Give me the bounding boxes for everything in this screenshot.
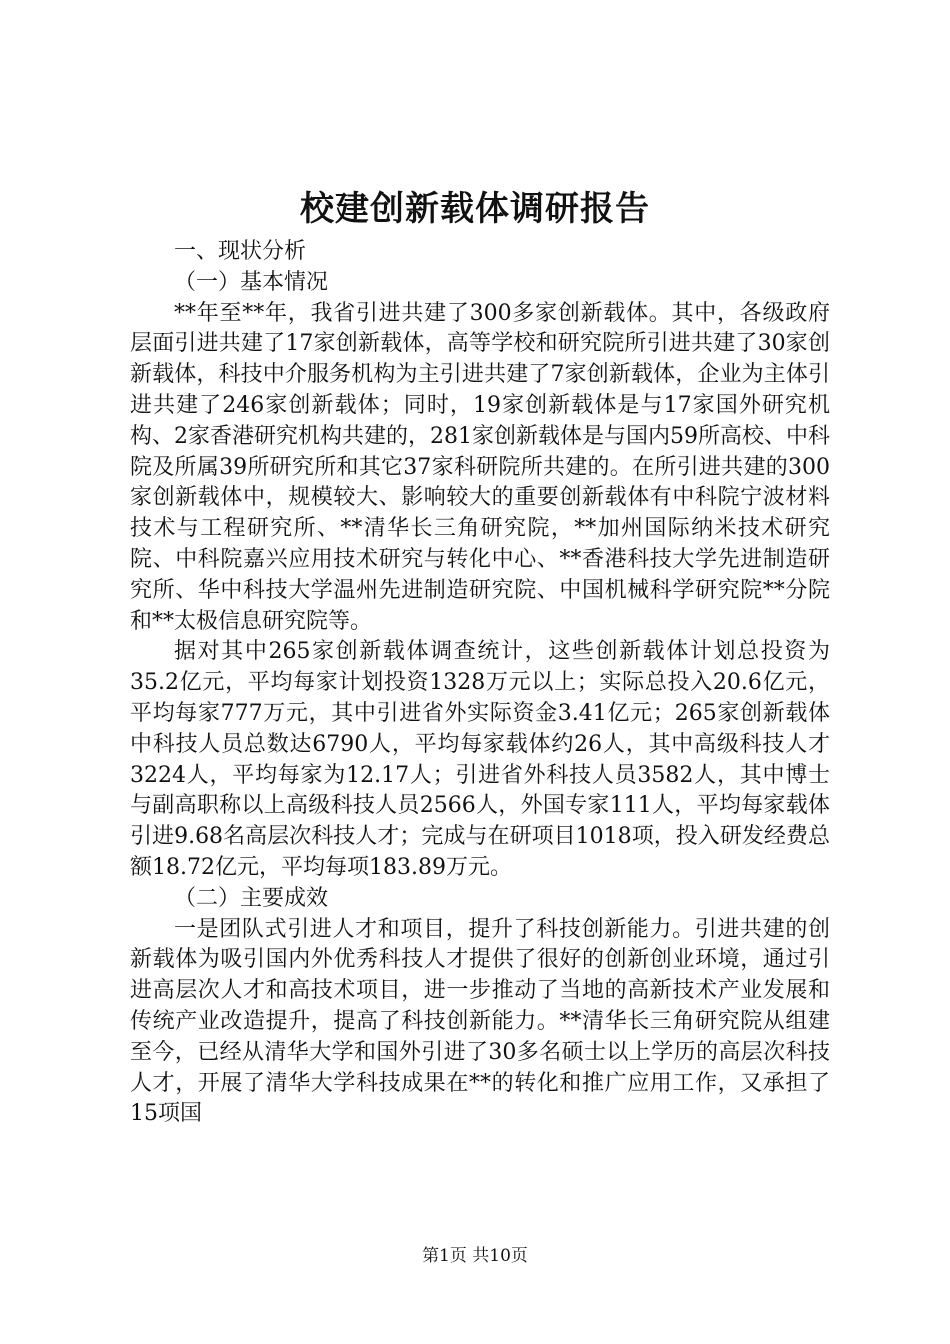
section-heading: 一、现状分析 <box>174 239 307 264</box>
body-paragraph: 一是团队式引进人才和项目，提升了科技创新能力。引进共建的创新载体为吸引国内外优秀科技人才提供了很好的创新创业环境，通过引进高层次人才和高技术项目，进一步推动了当地的高新技术产业发展和传统产业改造提升，提高了科技创新能力。**清华长三角研究院从组建至今，已经从清华大学和国外引进了30多名硕士以上学历的高层次科技人才，开展了清华大学科技成果在**的转化和推广应用工作，又承担了15项国 <box>130 916 830 1127</box>
document-body <box>130 237 830 1130</box>
body-paragraph: **年至**年，我省引进共建了300多家创新载体。其中，各级政府层面引进共建了17家创新载体，高等学校和研究院所引进共建了30家创新载体，科技中介服务机构为主引进共建了7家创新载体，企业为主体引进共建了246家创新载体；同时，19家创新载体是与17家国外研究机构、2家香港研究机构共建的，281家创新载体是与国内59所高校、中科院及所属39所研究所和其它37家科研院所共建的。在所引进共建的300家创新载体中，规模较大、影响较大的重要创新载体有中科院宁波材料技术与工程研究所、**清华长三角研究院，**加州国际纳米技术研究院、中科院嘉兴应用技术研究与转化中心、**香港科技大学先进制造研究所、华中科技大学温州先进制造研究院、中国机械科学研究院**分院和**太极信息研究院等。 <box>130 300 830 634</box>
document-title: 校建创新载体调研报告 <box>300 189 650 229</box>
subsection-heading: （一）基本情况 <box>174 269 329 295</box>
body-paragraph: 据对其中265家创新载体调查统计，这些创新载体计划总投资为35.2亿元，平均每家计划投资1328万元以上；实际总投入20.6亿元，平均每家777万元，其中引进省外实际资金3.41亿元；265家创新载体中科技人员总数达6790人，平均每家载体约26人，其中高级科技人才3224人，平均每家为12.17人；引进省外科技人员3582人，其中博士与副高职称以上高级科技人员2566人，外国专家111人，平均每家载体引进9.68名高层次科技人才；完成与在研项目1018项，投入研发经费总额18.72亿元，平均每项183.89万元。 <box>130 639 830 880</box>
page-footer: 第1页 共10页 <box>422 1246 528 1266</box>
subsection-heading: （二）主要成效 <box>174 885 329 911</box>
